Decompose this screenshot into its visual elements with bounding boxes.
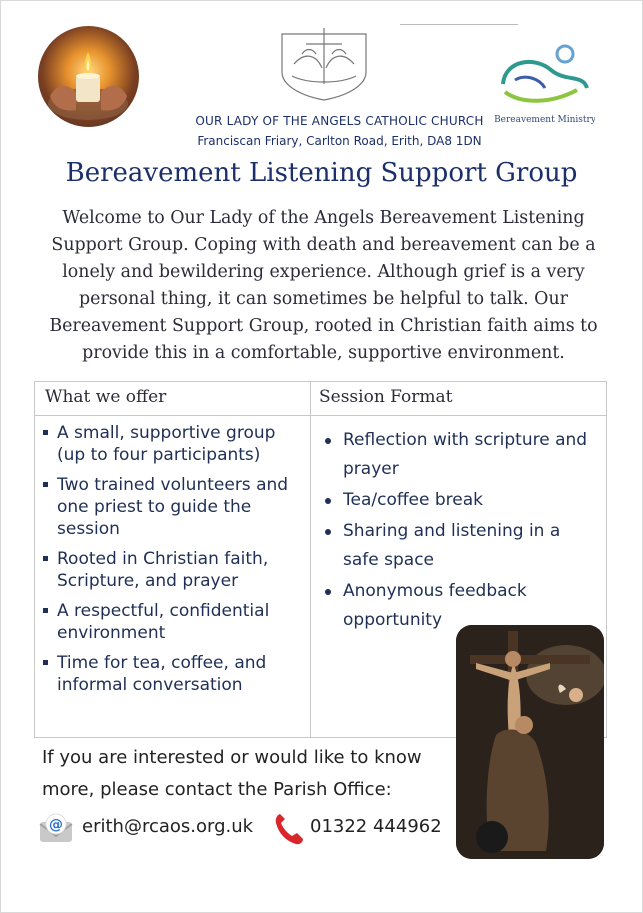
bullet-icon (43, 608, 48, 613)
list-item (43, 474, 305, 540)
bullet-icon (325, 498, 331, 504)
phone-icon (274, 812, 304, 846)
contact-instructions: If you are interested or would like to know more, please contact the Parish Office: (42, 747, 422, 800)
list-item (43, 652, 305, 696)
list-item (321, 486, 591, 515)
contact-phone[interactable]: 01322 444962 (310, 816, 442, 837)
format-item-text: Tea/coffee break (343, 490, 484, 510)
format-item-text: Sharing and listening in a safe space (343, 521, 561, 570)
intro-paragraph: Welcome to Our Lady of the Angels Bereavement Listening Support Group. Coping with death and bereavement can be a lonely and bewildering experience. Although grief is a very personal thing, it can sometimes be helpful to talk. Our Bereavement Support Group, rooted in Christian faith aims to provide this in a comfortable, supportive environment. (49, 208, 598, 363)
bullet-icon (43, 482, 48, 487)
church-address: Franciscan Friary, Carlton Road, Erith, DA8 1DN (197, 134, 482, 148)
email-at-icon (38, 812, 74, 844)
bullet-icon (43, 556, 48, 561)
candle-hands-image (38, 26, 139, 127)
list-item (321, 517, 591, 575)
church-crest-logo (272, 24, 376, 104)
offer-item-text: Time for tea, coffee, and informal conversation (57, 653, 267, 695)
list-item (43, 600, 305, 644)
bullet-icon (325, 589, 331, 595)
bullet-icon (43, 430, 48, 435)
offer-item-text: Rooted in Christian faith, Scripture, and prayer (57, 549, 269, 591)
offer-item-text: A respectful, confidential environment (57, 601, 270, 643)
crucifixion-painting-image (456, 625, 604, 859)
offer-item-text: A small, supportive group (up to four participants) (57, 423, 276, 465)
top-divider (400, 24, 518, 25)
offer-list (43, 422, 305, 704)
session-format-heading: Session Format (319, 387, 453, 407)
offer-item-text: Two trained volunteers and one priest to guide the session (57, 475, 289, 539)
what-we-offer-heading: What we offer (45, 387, 167, 407)
table-header-divider (35, 415, 606, 416)
table-column-divider (310, 382, 311, 737)
bullet-icon (43, 660, 48, 665)
bullet-icon (325, 438, 331, 444)
church-name: OUR LADY OF THE ANGELS CATHOLIC CHURCH (195, 114, 484, 128)
format-item-text: Anonymous feedback opportunity (343, 581, 527, 630)
session-format-list (321, 426, 591, 637)
format-item-text: Reflection with scripture and prayer (343, 430, 588, 479)
bullet-icon (325, 529, 331, 535)
svg-text:@: @ (49, 817, 63, 833)
page-title: Bereavement Listening Support Group (65, 158, 578, 188)
list-item (43, 422, 305, 466)
svg-text:Bereavement Ministry: Bereavement Ministry (495, 115, 595, 125)
contact-email[interactable]: erith@rcaos.org.uk (82, 816, 254, 837)
list-item (321, 426, 591, 484)
list-item (43, 548, 305, 592)
